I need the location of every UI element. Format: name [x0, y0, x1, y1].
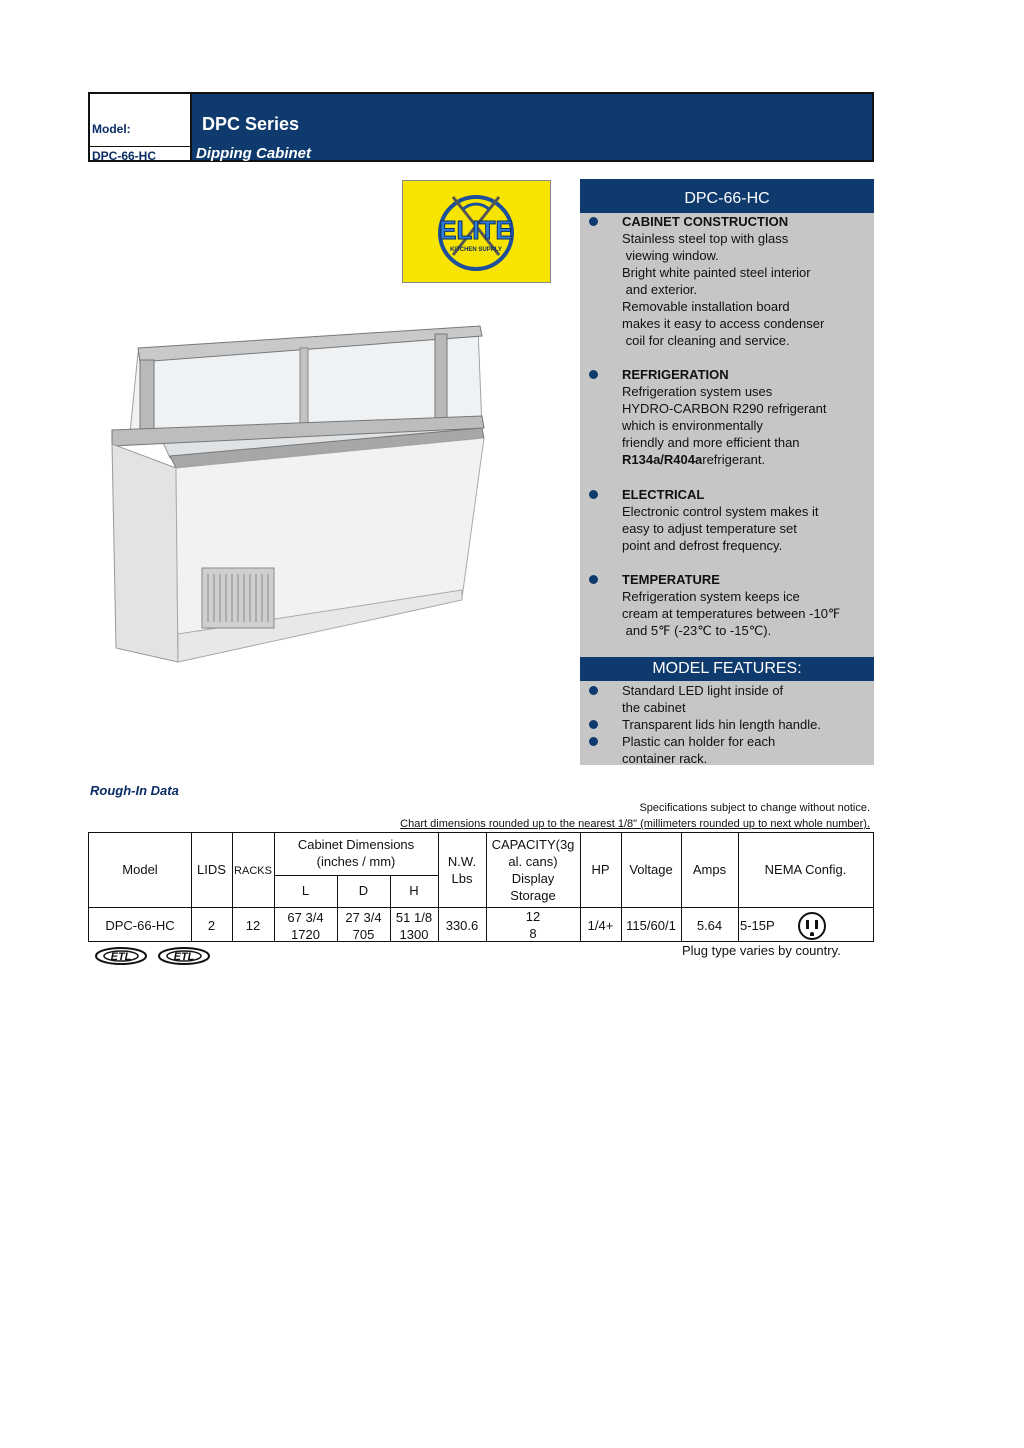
header-bar	[88, 92, 874, 162]
spec-line: Stainless steel top with glass	[622, 231, 789, 246]
spec-panel-title: DPC-66-HC	[580, 179, 874, 213]
features-title: MODEL FEATURES:	[580, 657, 874, 681]
cell-net-weight: 330.6	[445, 918, 479, 933]
series-box	[192, 94, 872, 160]
logo-subtext: KITCHEN SUPPLY	[450, 247, 502, 253]
nema-plug-icon	[797, 911, 827, 941]
spec-line: point and defrost frequency.	[622, 538, 783, 553]
spec-line: Refrigeration system uses	[622, 384, 773, 399]
spec-line: cream at temperatures between -10℉	[622, 606, 841, 621]
bullet-icon	[589, 737, 598, 746]
bullet-icon	[589, 575, 598, 584]
rough-in-table	[88, 832, 874, 942]
spec-line: easy to adjust temperature set	[622, 521, 797, 536]
bullet-icon	[589, 370, 598, 379]
bullet-icon	[589, 686, 598, 695]
section-temperature	[622, 571, 840, 639]
feature-item	[622, 733, 775, 767]
cell-capacity: 12 8	[525, 909, 541, 941]
rounding-note: Chart dimensions rounded up to the nearest 1/8" (millimeters rounded up to next whole number).	[400, 818, 870, 830]
etl-certification-icon	[158, 947, 210, 965]
etl-certification-icon	[95, 947, 147, 965]
spec-line: which is environmentally	[622, 418, 763, 433]
bullet-icon	[589, 490, 598, 499]
spec-line: Bright white painted steel interior	[622, 265, 811, 280]
section-refrigeration	[622, 366, 826, 468]
feature-line: Standard LED light inside of	[622, 683, 784, 698]
cell-length: 67 3/4 1720	[287, 910, 324, 942]
product-image	[110, 318, 490, 668]
section-electrical	[622, 486, 819, 554]
cell-height: 51 1/8 1300	[395, 910, 433, 942]
feature-line: Plastic can holder for each	[622, 734, 776, 749]
section-cabinet	[622, 213, 824, 349]
col-nw-header: N.W. Lbs	[447, 854, 477, 886]
col-model-header: Model	[122, 862, 158, 877]
cell-depth: 27 3/4 705	[345, 910, 382, 942]
series-title: DPC Series	[202, 114, 300, 134]
series-subtitle: Dipping Cabinet	[196, 145, 311, 162]
col-lids-header: LIDS	[197, 862, 226, 877]
model-label: Model:	[92, 122, 131, 136]
svg-text:ETL: ETL	[173, 951, 195, 963]
feature-line: container rack.	[622, 751, 708, 766]
feature-line: Transparent lids hin length handle.	[622, 717, 821, 732]
spec-line: friendly and more efficient than	[622, 435, 800, 450]
spec-line: and 5℉ (-23℃ to -15℃).	[622, 623, 772, 638]
col-hp-header: HP	[591, 862, 610, 877]
spec-line: and exterior.	[622, 282, 698, 297]
elite-logo	[402, 180, 551, 283]
feature-item	[622, 716, 821, 733]
feature-item	[622, 682, 783, 716]
col-cabinet-dim-header: Cabinet Dimensions (inches / mm)	[297, 837, 415, 869]
spec-line: coil for cleaning and service.	[622, 333, 790, 348]
section-heading: TEMPERATURE	[622, 572, 720, 587]
cell-racks: 12	[245, 918, 261, 933]
spec-line: Removable installation board	[622, 299, 790, 314]
model-box	[90, 94, 192, 163]
col-racks-header: RACKS	[234, 865, 272, 877]
bullet-icon	[589, 720, 598, 729]
plug-type-note: Plug type varies by country.	[682, 943, 841, 958]
spec-line: viewing window.	[622, 248, 719, 263]
svg-text:ETL: ETL	[110, 951, 132, 963]
spec-panel	[580, 179, 874, 765]
col-d-header: D	[358, 883, 369, 898]
bullet-icon	[589, 217, 598, 226]
cell-model: DPC-66-HC	[105, 918, 175, 933]
spec-line: refrigerant.	[702, 452, 766, 467]
col-voltage-header: Voltage	[629, 862, 673, 877]
section-heading: ELECTRICAL	[622, 487, 705, 502]
model-code: DPC-66-HC	[92, 149, 157, 163]
cell-hp: 1/4+	[587, 918, 614, 933]
cell-nema: 5-15P	[740, 918, 775, 933]
logo-text: ELITE	[439, 215, 513, 245]
section-heading: CABINET CONSTRUCTION	[622, 214, 789, 229]
cell-amps: 5.64	[696, 918, 723, 933]
spec-change-note: Specifications subject to change without notice.	[639, 802, 870, 814]
col-h-header: H	[409, 883, 419, 898]
feature-line: the cabinet	[622, 700, 686, 715]
rough-in-title: Rough-In Data	[90, 783, 179, 798]
cell-voltage: 115/60/1	[626, 918, 676, 933]
col-nema-header: NEMA Config.	[764, 862, 847, 877]
col-amps-header: Amps	[692, 862, 727, 877]
col-l-header: L	[301, 883, 310, 898]
spec-line: Refrigeration system keeps ice	[622, 589, 800, 604]
refrigerant-bold: R134a/R404a	[622, 452, 703, 467]
section-heading: REFRIGERATION	[622, 367, 729, 382]
col-capacity-header: CAPACITY(3g al. cans) Display Storage	[491, 837, 575, 903]
spec-line: Electronic control system makes it	[622, 504, 819, 519]
spec-line: makes it easy to access condenser	[622, 316, 825, 331]
spec-line: HYDRO-CARBON R290 refrigerant	[622, 401, 827, 416]
cell-lids: 2	[207, 918, 216, 933]
